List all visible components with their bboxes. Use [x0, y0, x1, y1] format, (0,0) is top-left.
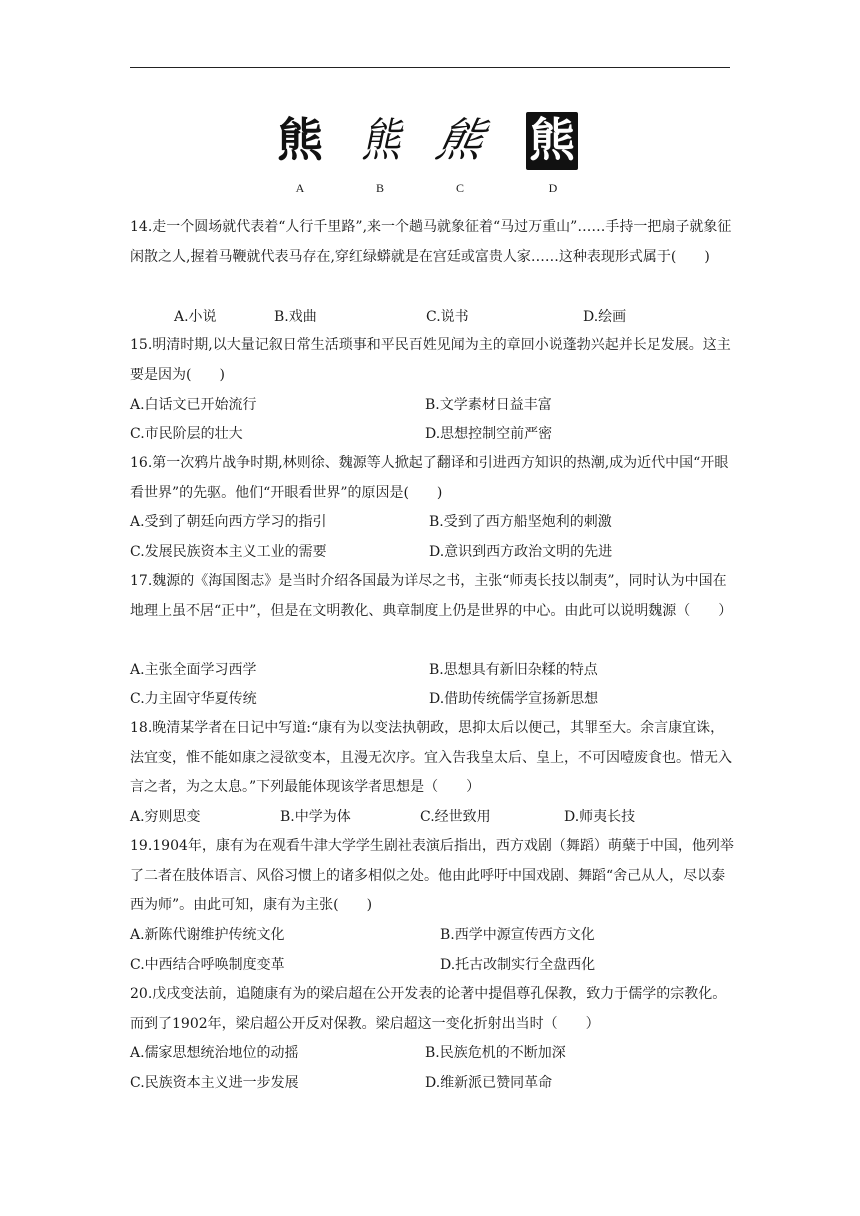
- option-d[interactable]: D.意识到西方政治文明的先进: [429, 544, 613, 560]
- option-d[interactable]: D.绘画: [583, 309, 627, 325]
- option-a[interactable]: A.主张全面学习西学: [130, 662, 257, 678]
- header-rule: [130, 67, 730, 68]
- question-19-options-row1: [130, 920, 730, 950]
- option-d[interactable]: D.思想控制空前严密: [425, 426, 553, 442]
- glyph-b: [350, 112, 410, 196]
- option-a[interactable]: A.白话文已开始流行: [130, 397, 257, 413]
- question-18-options: [130, 802, 730, 832]
- question-14-stem: 14.走一个圆场就代表着“人行千里路”,来一个趟马就象征着“马过万重山”……手持一把扇子就象征闲散之人,握着马鞭就代表马存在,穿红绿蟒就是在宫廷或富贵人家……这种表现形式属于( ): [130, 219, 732, 265]
- glyph-char-a: 熊: [277, 113, 323, 167]
- glyph-caption-d: D: [548, 181, 558, 195]
- glyph-caption-c: C: [455, 181, 464, 195]
- option-c[interactable]: C.发展民族资本主义工业的需要: [130, 544, 327, 560]
- question-17-options-row2: [130, 684, 730, 714]
- question-20-stem: 20.戊戌变法前，追随康有为的梁启超在公开发表的论著中提倡尊孔保教，致力于儒学的宗教化。而到了1902年，梁启超公开反对保教。梁启超这一变化折射出当时（ ）: [130, 986, 727, 1032]
- question-19-stem: 19.1904年，康有为在观看牛津大学学生剧社表演后指出，西方戏剧（舞蹈）萌蘖于中国，他列举了二者在肢体语言、风俗习惯上的诸多相似之处。他由此呼吁中国戏剧、舞蹈“舍己从人，尽以泰西为师”。由此可知，康有为主张( ): [130, 838, 734, 913]
- glyph-char-c: 熊: [431, 113, 489, 167]
- question-16-stem: 16.第一次鸦片战争时期,林则徐、魏源等人掀起了翻译和引进西方知识的热潮,成为近代中国“开眼看世界”的先驱。他们“开眼看世界”的原因是( ): [130, 455, 729, 501]
- glyph-d: [526, 112, 580, 196]
- question-16-options-row1: [130, 507, 730, 537]
- option-c[interactable]: C.中西结合呼唤制度变革: [130, 957, 285, 973]
- option-b[interactable]: B.文学素材日益丰富: [425, 397, 552, 413]
- option-b[interactable]: B.戏曲: [274, 309, 317, 325]
- option-c[interactable]: C.市民阶层的壮大: [130, 426, 243, 442]
- question-17-stem: 17.魏源的《海国图志》是当时介绍各国最为详尽之书，主张“师夷长技以制夷”，同时认为中国在地理上虽不居“正中”，但是在文明教化、典章制度上仍是世界的中心。由此可以说明魏源（ ）: [130, 573, 733, 619]
- option-c[interactable]: C.民族资本主义进一步发展: [130, 1075, 299, 1091]
- option-c[interactable]: C.说书: [426, 309, 469, 325]
- glyph-c: [430, 112, 490, 196]
- option-b[interactable]: B.中学为体: [280, 809, 351, 825]
- question-14-options: [130, 302, 730, 332]
- option-d[interactable]: D.托古改制实行全盘西化: [440, 957, 596, 973]
- option-a[interactable]: A.儒家思想统治地位的动摇: [130, 1045, 299, 1061]
- option-a[interactable]: A.新陈代谢维护传统文化: [130, 927, 285, 943]
- option-a[interactable]: A.小说: [174, 309, 217, 325]
- option-d[interactable]: D.借助传统儒学宣扬新思想: [429, 691, 599, 707]
- option-c[interactable]: C.经世致用: [420, 809, 491, 825]
- question-16-options-row2: [130, 537, 730, 567]
- option-d[interactable]: D.维新派已赞同革命: [425, 1075, 553, 1091]
- calligraphy-figure: [0, 112, 860, 207]
- question-20-options-row2: [130, 1068, 730, 1098]
- question-17-options-row1: [130, 655, 730, 685]
- question-19-options-row2: [130, 950, 730, 980]
- question-18-stem: 18.晚清某学者在日记中写道:“康有为以变法执朝政，思抑太后以便己，其罪至大。余言康宜诛，法宜变，惟不能如康之浸欲变本，且漫无次序。宜入告我皇太后、皇上，不可因噎废食也。惜无入言之者，为之太息。”下列最能体现该学者思想是（ ）: [130, 720, 732, 795]
- option-b[interactable]: B.西学中源宣传西方文化: [440, 927, 595, 943]
- option-b[interactable]: B.民族危机的不断加深: [425, 1045, 566, 1061]
- glyph-char-b: 熊: [361, 113, 399, 167]
- option-a[interactable]: A.受到了朝廷向西方学习的指引: [130, 514, 327, 530]
- glyph-caption-a: A: [295, 181, 305, 195]
- question-15-options-row2: [130, 419, 730, 449]
- question-20-options-row1: [130, 1038, 730, 1068]
- option-c[interactable]: C.力主固守华夏传统: [130, 691, 257, 707]
- glyph-caption-b: B: [375, 181, 384, 195]
- question-15-options-row1: [130, 390, 730, 420]
- option-a[interactable]: A.穷则思变: [130, 809, 201, 825]
- glyph-a: [270, 112, 330, 196]
- option-b[interactable]: B.思想具有新旧杂糅的特点: [429, 662, 598, 678]
- question-15-stem: 15.明清时期,以大量记叙日常生活琐事和平民百姓见闻为主的章回小说蓬勃兴起并长足发展。这主要是因为( ): [130, 337, 731, 383]
- option-d[interactable]: D.师夷长技: [564, 809, 636, 825]
- glyph-char-d: 熊: [526, 112, 578, 170]
- option-b[interactable]: B.受到了西方船坚炮利的刺激: [429, 514, 612, 530]
